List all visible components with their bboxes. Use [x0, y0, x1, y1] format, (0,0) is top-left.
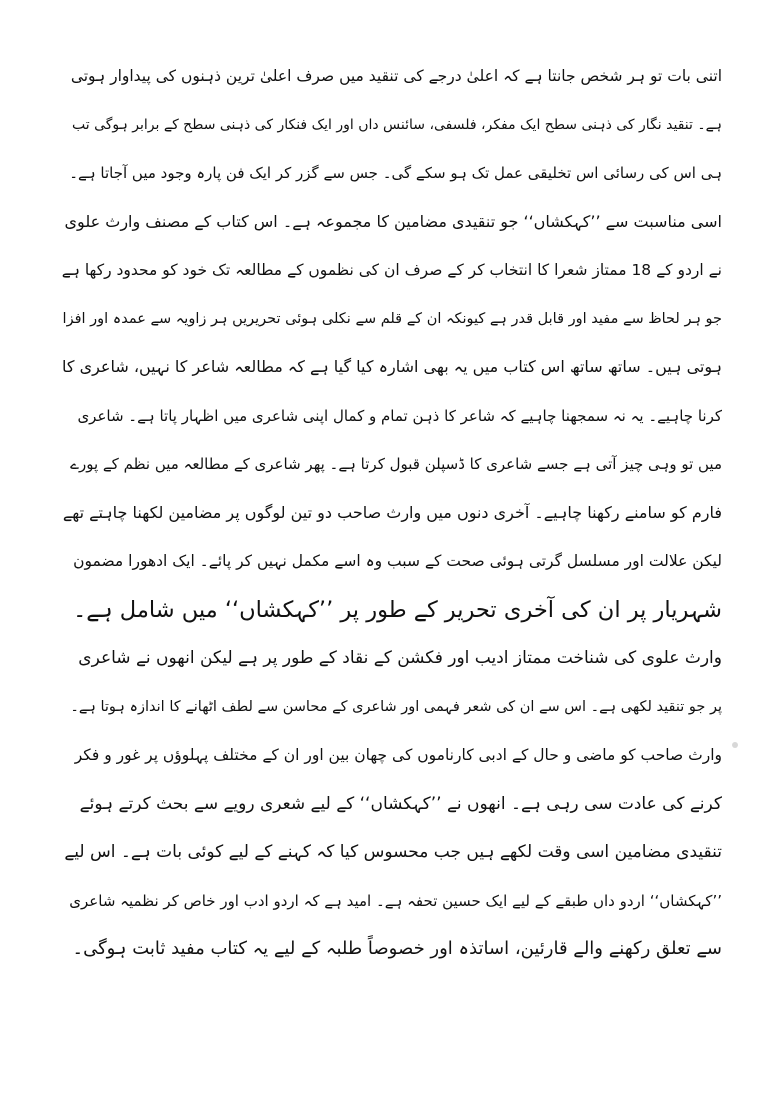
text-line: جو ہر لحاظ سے مفید اور قابل قدر ہے کیونکہ ان کے قلم سے نکلی ہوئی تحریریں ہر زاویہ سے عمدہ اور افزا [62, 310, 722, 327]
text-line: لیکن علالت اور مسلسل گرتی ہوئی صحت کے سبب وہ اسے مکمل نہیں کر پائے۔ ایک ادھورا مضمون [73, 552, 722, 570]
text-line: تنقیدی مضامین اسی وقت لکھے ہیں جب محسوس کیا کہ کہنے کے لیے کوئی بات ہے۔ اس لیے [64, 842, 722, 862]
text-line: وارث علوی کی شناخت ممتاز ادیب اور فکشن کے نقاد کے طور پر ہے لیکن انھوں نے شاعری [78, 648, 722, 668]
text-line: ہی اس کی رسائی اس تخلیقی عمل تک ہو سکے گی۔ جس سے گزر کر ایک فن پارہ وجود میں آجاتا ہے۔ [69, 164, 722, 182]
text-line: اتنی بات تو ہر شخص جانتا ہے کہ اعلیٰ درجے کی تنقید میں صرف اعلیٰ ترین ذہنوں کی پیداوار ہوتی [70, 67, 722, 85]
urdu-text-block [62, 52, 722, 974]
text-line: ہوتی ہیں۔ ساتھ ساتھ اس کتاب میں یہ بھی اشارہ کیا گیا ہے کہ مطالعہ شاعر کا نہیں، شاعری کا [62, 357, 722, 376]
text-line: کرنا چاہیے۔ یہ نہ سمجھنا چاہیے کہ شاعر کا ذہن تمام و کمال اپنی شاعری میں اظہار پاتا ہے۔ شاعری [77, 406, 722, 425]
text-line: فارم کو سامنے رکھنا چاہیے۔ آخری دنوں میں وارث صاحب دو تین لوگوں پر مضامین لکھنا چاہتے تھے [62, 502, 722, 522]
text-line: وارث صاحب کو ماضی و حال کے ادبی کارناموں کی چھان بین اور ان کے مختلف پہلوؤں پر غور و فکر [74, 746, 722, 764]
text-line: نے اردو کے 18 ممتاز شعرا کا انتخاب کر کے صرف ان کی نظموں کے مطالعہ تک خود کو محدود رکھا ہے [62, 261, 722, 279]
text-line: ہے۔ تنقید نگار کی ذہنی سطح ایک مفکر، فلسفی، سائنس داں اور ایک فنکار کی ذہنی سطح کے برابر ہوگی تب [71, 116, 722, 133]
scan-speck [732, 742, 738, 748]
text-line: کرنے کی عادت سی رہی ہے۔ انھوں نے ’’کہکشاں‘‘ کے لیے شعری رویے سے بحث کرتے ہوئے [79, 793, 722, 814]
text-line: پر جو تنقید لکھی ہے۔ اس سے ان کی شعر فہمی اور شاعری کے محاسن سے لطف اٹھانے کا اندازہ ہوتا ہے۔ [70, 698, 722, 715]
text-line: شہریار پر ان کی آخری تحریر کے طور پر ’’کہکشاں‘‘ میں شامل ہے۔ [73, 596, 722, 623]
text-line: میں تو وہی چیز آتی ہے جسے شاعری کا ڈسپلن قبول کرتا ہے۔ پھر شاعری کے مطالعہ میں نظم کے پورے [70, 455, 722, 473]
text-line: سے تعلق رکھنے والے قارئین، اساتذہ اور خصوصاً طلبہ کے لیے یہ کتاب مفید ثابت ہوگی۔ [72, 938, 722, 959]
text-line: اسی مناسبت سے ’’کہکشاں‘‘ جو تنقیدی مضامین کا مجموعہ ہے۔ اس کتاب کے مصنف وارث علوی [64, 211, 722, 231]
text-line: ’’کہکشاں‘‘ اردو داں طبقے کے لیے ایک حسین تحفہ ہے۔ امید ہے کہ اردو ادب اور خاص کر نظمیہ شاعری [69, 891, 722, 910]
